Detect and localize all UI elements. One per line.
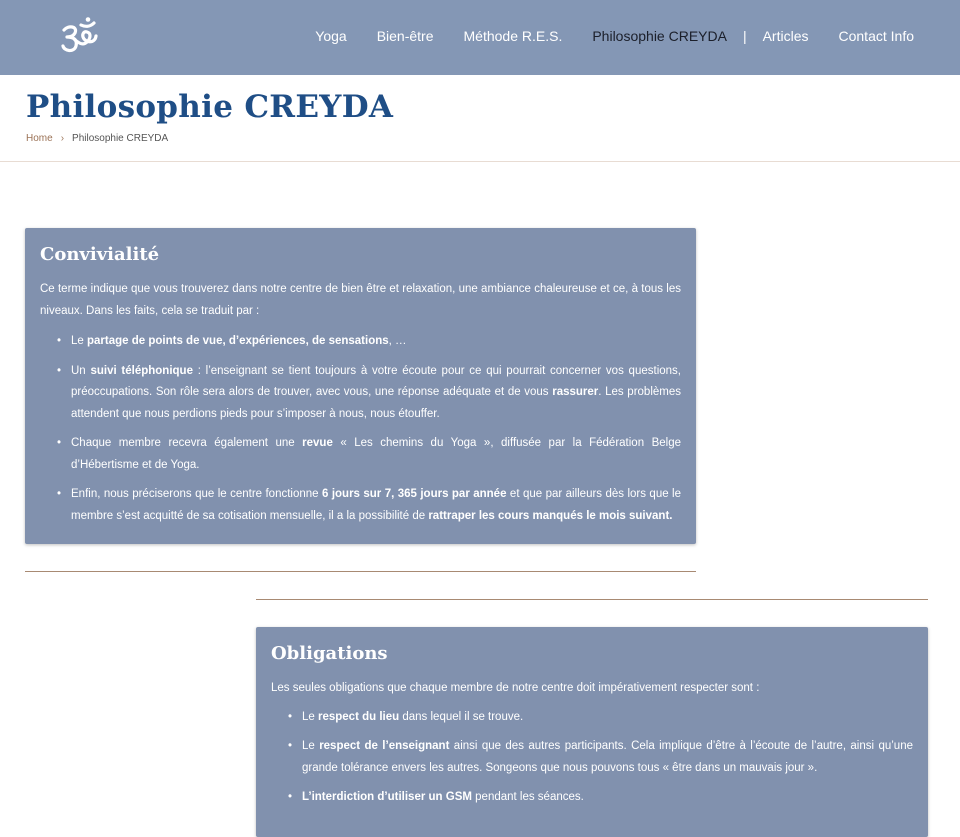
nav-item-contact-info[interactable]: Contact Info: [838, 28, 914, 44]
top-navigation-bar: [0, 0, 960, 75]
breadcrumb-chevron-icon: ›: [60, 133, 65, 144]
section-divider: [256, 599, 928, 600]
nav-item-yoga[interactable]: Yoga: [315, 28, 347, 44]
list-item: • Enfin, nous préciserons que le centre fonctionne 6 jours sur 7, 365 jours par année et que par ailleurs dès lors que le membre s’est acquitté de sa cotisation mensuelle, il a la possibilité de rattraper les cours manqués le mois suivant.: [55, 484, 681, 527]
convivialite-list: [40, 331, 681, 527]
om-logo-icon[interactable]: [58, 16, 100, 56]
breadcrumb: [26, 133, 168, 144]
main-nav: [285, 28, 914, 44]
obligations-list: [271, 707, 913, 809]
obligations-card: [256, 627, 928, 837]
page-title: Philosophie CREYDA: [26, 89, 394, 125]
list-item: • L’interdiction d’utiliser un GSM pendant les séances.: [286, 787, 913, 809]
nav-separator: |: [742, 28, 747, 44]
breadcrumb-current: Philosophie CREYDA: [72, 133, 169, 144]
convivialite-intro: Ce terme indique que vous trouverez dans notre centre de bien être et relaxation, une ambiance chaleureuse et ce, à tous les niveaux. Dans les faits, cela se traduit par :: [40, 283, 681, 317]
obligations-title: Obligations: [271, 643, 388, 664]
convivialite-title: Convivialité: [40, 244, 160, 265]
nav-item-bien-etre[interactable]: Bien-être: [376, 28, 434, 44]
list-item: • Le respect du lieu dans lequel il se trouve.: [286, 707, 913, 729]
list-item: • Un suivi téléphonique : l’enseignant se tient toujours à votre écoute pour ce qui pourrait concerner vos questions, préoccupations. Son rôle sera alors de trouver, avec vous, une réponse adéquate et de vous rassurer. Les problèmes attendent que nous perdions pieds pour s’imposer à nous, nous étouffer.: [55, 361, 681, 426]
list-item: • Chaque membre recevra également une revue « Les chemins du Yoga », diffusée par la Fédération Belge d’Hébertisme et de Yoga.: [55, 433, 681, 476]
breadcrumb-home-link[interactable]: Home: [26, 133, 53, 144]
nav-item-methode-res[interactable]: Méthode R.E.S.: [463, 28, 563, 44]
convivialite-card: [25, 228, 696, 544]
nav-item-articles[interactable]: Articles: [762, 28, 809, 44]
section-divider: [25, 571, 696, 572]
nav-item-philosophie-creyda[interactable]: Philosophie CREYDA: [592, 28, 727, 44]
list-item: • Le respect de l’enseignant ainsi que des autres participants. Cela implique d’être à l’écoute de l’autre, ainsi qu’une grande tolérance envers les autres. Songeons que nous pouvons tous « être dans un mauvais jour ».: [286, 736, 913, 779]
obligations-intro: Les seules obligations que chaque membre de notre centre doit impérativement respecter sont :: [271, 682, 760, 694]
list-item: • Le partage de points de vue, d’expériences, de sensations, …: [55, 331, 681, 353]
page-header: [0, 75, 960, 162]
